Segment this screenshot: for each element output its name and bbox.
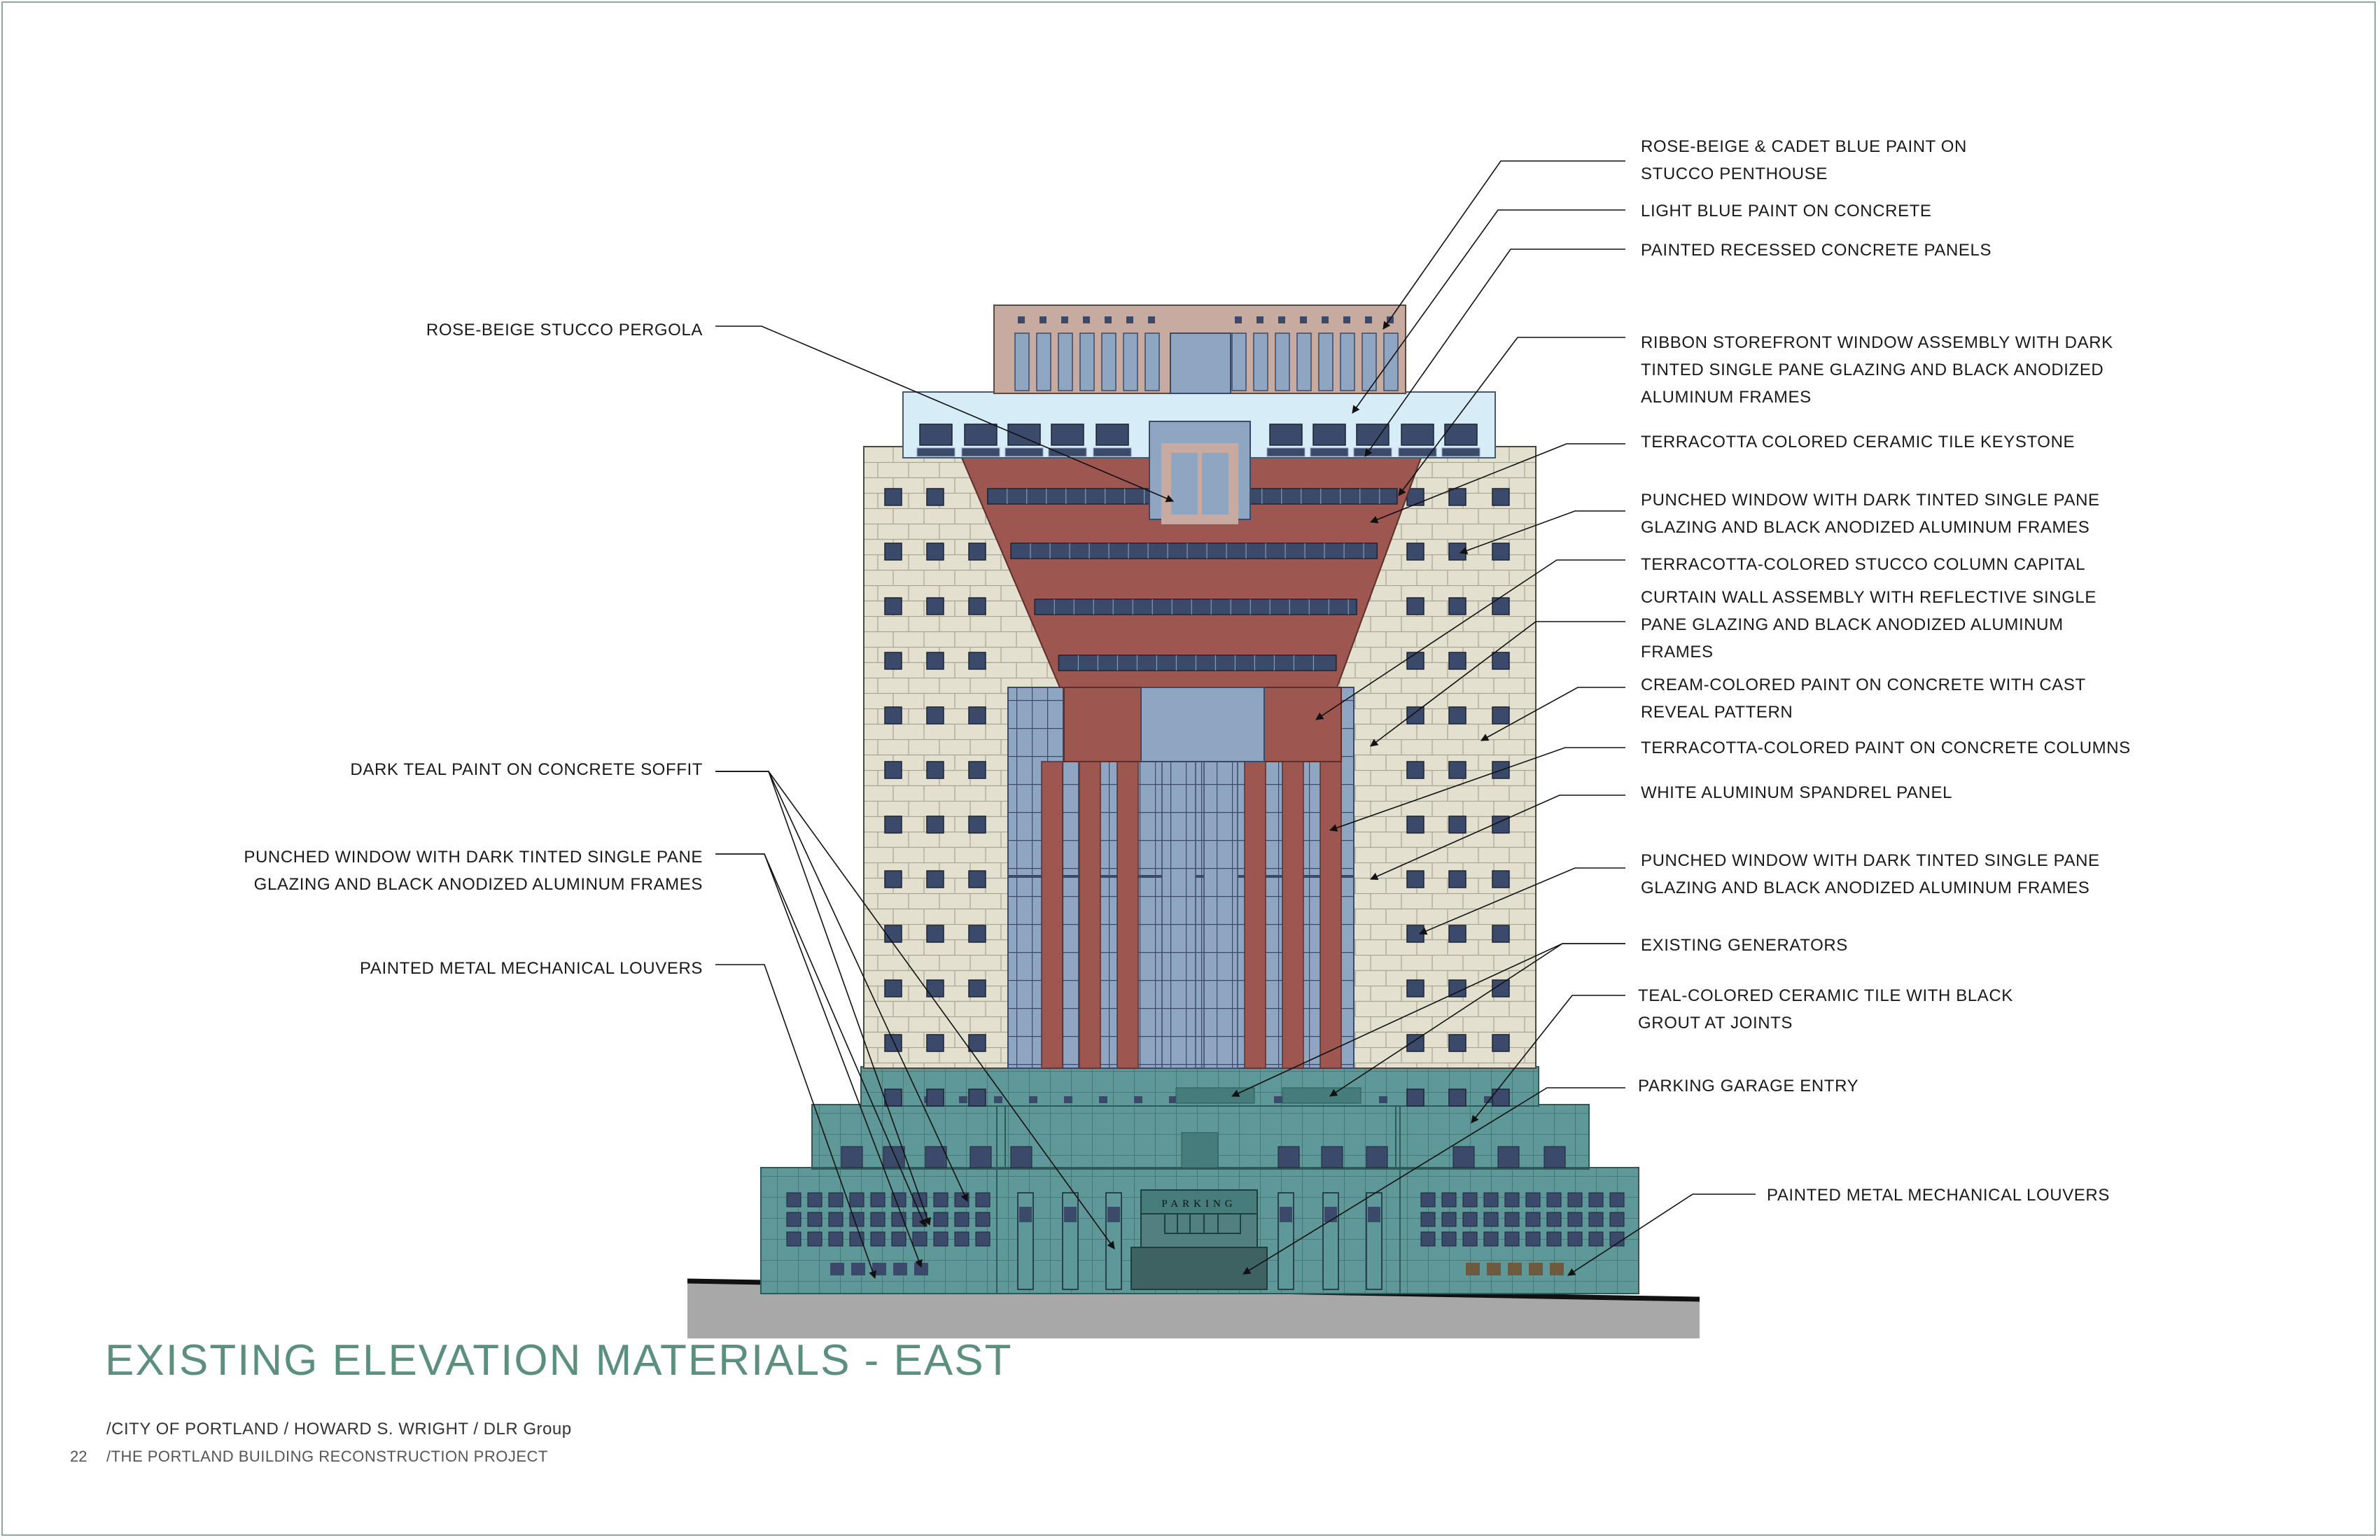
penthouse-vent: [1256, 316, 1264, 323]
punched-window: [885, 489, 902, 505]
punched-window: [885, 1089, 902, 1106]
terracotta-column: [1042, 762, 1063, 1068]
punched-window: [1407, 707, 1424, 724]
punched-window: [885, 707, 902, 724]
punched-window: [969, 816, 986, 833]
podium-low-window: [851, 1263, 865, 1275]
louver: [1487, 1263, 1501, 1275]
podium-grid-window: [1442, 1212, 1456, 1226]
podium-grid-window: [976, 1212, 990, 1226]
penthouse-window: [1124, 333, 1138, 391]
penthouse-window: [1015, 333, 1029, 391]
callout-recessed-panels: PAINTED RECESSED CONCRETE PANELS: [1641, 241, 1992, 260]
penthouse-window: [1275, 333, 1289, 391]
podium-grid-window: [787, 1193, 801, 1207]
punched-window: [1492, 707, 1509, 724]
storefront-window: [1270, 424, 1302, 445]
punched-window: [927, 871, 944, 888]
podium-vent: [1099, 1096, 1107, 1103]
podium-vent: [994, 1096, 1002, 1103]
punched-window: [1407, 652, 1424, 669]
podium-grid-window: [1568, 1193, 1582, 1207]
penthouse-vent: [1040, 316, 1046, 323]
penthouse-vent: [1235, 316, 1242, 323]
podium-grid-window: [1421, 1232, 1435, 1246]
parking-sign: PARKING: [1161, 1198, 1237, 1210]
callout-light-blue-paint: LIGHT BLUE PAINT ON CONCRETE: [1641, 202, 1932, 220]
terracotta-columns: [1042, 762, 1341, 1068]
podium-grid-window: [1484, 1232, 1498, 1246]
callout-curtain-wall: CURTAIN WALL ASSEMBLY WITH REFLECTIVE SINGLE PANE GLAZING AND BLACK ANODIZED ALUMINUM FRAMES: [1641, 588, 2096, 662]
podium-grid-window: [829, 1193, 843, 1207]
podium-slot-glass: [1019, 1207, 1032, 1222]
punched-window: [885, 652, 902, 669]
callout-penthouse: ROSE-BEIGE & CADET BLUE PAINT ON STUCCO PENTHOUSE: [1641, 137, 1967, 183]
podium-vent: [959, 1096, 967, 1103]
punched-window: [969, 652, 986, 669]
punched-window: [885, 598, 902, 615]
callout-cream-paint: CREAM-COLORED PAINT ON CONCRETE WITH CAST REVEAL PATTERN: [1641, 676, 2086, 722]
louver: [1529, 1263, 1543, 1275]
punched-window: [1407, 762, 1424, 778]
louver: [1508, 1263, 1522, 1275]
storefront-transom: [1310, 448, 1348, 456]
storefront-transom: [962, 448, 1000, 456]
punched-window: [1492, 652, 1509, 669]
penthouse-window: [1297, 333, 1311, 391]
terracotta-column: [1117, 762, 1138, 1068]
terracotta-column: [1282, 762, 1303, 1068]
podium-grid-window: [934, 1212, 948, 1226]
penthouse-vent: [1343, 316, 1350, 323]
punched-window: [969, 925, 986, 942]
punched-window: [969, 1035, 986, 1051]
podium-grid-window: [871, 1212, 885, 1226]
podium-grid-window: [829, 1212, 843, 1226]
podium-low-window: [914, 1263, 928, 1275]
punched-window: [927, 762, 944, 778]
punched-window: [1407, 816, 1424, 833]
punched-window: [1492, 925, 1509, 942]
podium-grid-window: [1463, 1193, 1477, 1207]
punched-window: [1407, 1089, 1424, 1106]
podium-low-window: [872, 1263, 886, 1275]
punched-window: [969, 762, 986, 778]
punched-window: [969, 1089, 986, 1106]
podium-window: [1544, 1147, 1565, 1168]
penthouse-window: [1145, 333, 1159, 391]
podium-grid-window: [913, 1193, 927, 1207]
column-capitals: [1064, 687, 1341, 762]
project-name: /THE PORTLAND BUILDING RECONSTRUCTION PROJECT: [106, 1448, 548, 1465]
podium-vent: [1029, 1096, 1037, 1103]
punched-window: [927, 489, 944, 505]
punched-window: [1492, 1089, 1509, 1106]
penthouse-window: [1319, 333, 1333, 391]
penthouse-vent: [1105, 316, 1112, 323]
podium-window: [1322, 1147, 1343, 1168]
podium-grid-window: [913, 1232, 927, 1246]
podium-grid-window: [1526, 1212, 1540, 1226]
podium-grid-window: [787, 1232, 801, 1246]
callout-pergola: ROSE-BEIGE STUCCO PERGOLA: [426, 321, 703, 340]
penthouse-window: [1340, 333, 1354, 391]
callout-punched-window-upper: PUNCHED WINDOW WITH DARK TINTED SINGLE PANE GLAZING AND BLACK ANODIZED ALUMINUM FRAMES: [1641, 491, 2100, 537]
podium-grid-window: [787, 1212, 801, 1226]
storefront-window: [920, 424, 952, 445]
punched-window: [1492, 598, 1509, 615]
punched-window: [1407, 925, 1424, 942]
podium-grid-window: [934, 1193, 948, 1207]
podium-grid-window: [934, 1232, 948, 1246]
podium-grid-window: [1421, 1212, 1435, 1226]
podium-grid-window: [808, 1232, 822, 1246]
podium-grid-window: [850, 1193, 864, 1207]
curtain-wall-bay: [1162, 762, 1196, 1068]
penthouse-vent: [1278, 316, 1285, 323]
podium-grid-window: [1526, 1193, 1540, 1207]
punched-window: [885, 543, 902, 560]
terracotta-column: [1320, 762, 1341, 1068]
punched-window: [969, 707, 986, 724]
penthouse-vent: [1148, 316, 1155, 323]
punched-window: [1407, 980, 1424, 997]
punched-window: [1407, 871, 1424, 888]
storefront-window: [1401, 424, 1434, 445]
podium-vent: [1379, 1096, 1387, 1103]
punched-window: [927, 707, 944, 724]
podium-grid-window: [1421, 1193, 1435, 1207]
punched-window: [927, 543, 944, 560]
ribbon-window-band: [1058, 655, 1336, 671]
podium-grid-window: [808, 1212, 822, 1226]
punched-window: [927, 1089, 944, 1106]
podium-grid-window: [1526, 1232, 1540, 1246]
callout-teal-tile: TEAL-COLORED CERAMIC TILE WITH BLACK GROUT AT JOINTS: [1638, 986, 2013, 1032]
podium-grid-window: [1547, 1232, 1561, 1246]
callout-soffit: DARK TEAL PAINT ON CONCRETE SOFFIT: [350, 760, 703, 779]
punched-window: [927, 1035, 944, 1051]
podium-grid-window: [1505, 1232, 1519, 1246]
penthouse-vent: [1300, 316, 1307, 323]
penthouse-vent: [1061, 316, 1068, 323]
podium-grid-window: [1589, 1212, 1603, 1226]
punched-window: [885, 980, 902, 997]
punched-window: [927, 816, 944, 833]
punched-window: [1407, 1035, 1424, 1051]
podium-grid-window: [1484, 1193, 1498, 1207]
podium-grid-window: [1463, 1212, 1477, 1226]
punched-window: [1449, 489, 1466, 505]
podium-window: [883, 1147, 904, 1168]
podium-grid-window: [1463, 1232, 1477, 1246]
storefront-transom: [917, 448, 955, 456]
podium-grid-window: [976, 1193, 990, 1207]
callout-spandrel-panel: WHITE ALUMINUM SPANDREL PANEL: [1641, 783, 1953, 802]
podium-grid-window: [1547, 1212, 1561, 1226]
storefront-window: [1096, 424, 1128, 445]
penthouse-window: [1102, 333, 1116, 391]
punched-window: [1449, 925, 1466, 942]
penthouse-window: [1254, 333, 1268, 391]
punched-window: [885, 816, 902, 833]
punched-window: [1492, 489, 1509, 505]
penthouse-vent: [1126, 316, 1133, 323]
callout-generators: EXISTING GENERATORS: [1641, 936, 1848, 955]
punched-window: [969, 871, 986, 888]
punched-window: [1407, 598, 1424, 615]
podium-grid-window: [808, 1193, 822, 1207]
podium-slot-glass: [1064, 1207, 1077, 1222]
podium-window: [1453, 1147, 1474, 1168]
punched-window: [969, 980, 986, 997]
punched-window: [1492, 871, 1509, 888]
podium-grid-window: [1568, 1232, 1582, 1246]
storefront-transom: [1005, 448, 1043, 456]
callout-punched-window-lower: PUNCHED WINDOW WITH DARK TINTED SINGLE PANE GLAZING AND BLACK ANODIZED ALUMINUM FRAMES: [1641, 851, 2100, 897]
penthouse-window: [1232, 333, 1246, 391]
podium-slot-glass: [1280, 1207, 1292, 1222]
penthouse-window: [1037, 333, 1051, 391]
punched-window: [1492, 1035, 1509, 1051]
punched-window: [927, 925, 944, 942]
callout-louvers-left: PAINTED METAL MECHANICAL LOUVERS: [360, 959, 703, 978]
punched-window: [1492, 543, 1509, 560]
penthouse-vent: [1365, 316, 1372, 323]
storefront-transom: [1354, 448, 1392, 456]
callout-ribbon-storefront: RIBBON STOREFRONT WINDOW ASSEMBLY WITH DARK TINTED SINGLE PANE GLAZING AND BLACK ANODIZED ALUMINUM FRAMES: [1641, 333, 2113, 407]
podium-grid-window: [1442, 1193, 1456, 1207]
penthouse-window: [1058, 333, 1072, 391]
page-number: 22: [70, 1448, 88, 1465]
podium-grid-window: [1505, 1193, 1519, 1207]
podium-grid-window: [850, 1212, 864, 1226]
punched-window: [1407, 543, 1424, 560]
podium-grid-window: [976, 1232, 990, 1246]
podium-grid-window: [955, 1212, 969, 1226]
leader-penthouse: [1383, 161, 1625, 329]
podium-slot-glass: [1107, 1207, 1120, 1222]
podium-grid-window: [871, 1232, 885, 1246]
podium-slot-glass: [1368, 1207, 1380, 1222]
punched-window: [927, 980, 944, 997]
podium-vent: [1064, 1096, 1072, 1103]
podium-grid-window: [1484, 1212, 1498, 1226]
podium-window: [841, 1147, 862, 1168]
punched-window: [1449, 598, 1466, 615]
callout-terracotta-columns: TERRACOTTA-COLORED PAINT ON CONCRETE COLUMNS: [1641, 738, 2131, 757]
podium-window: [1011, 1147, 1032, 1168]
podium-vent: [1134, 1096, 1142, 1103]
podium-low-window: [830, 1263, 844, 1275]
podium-grid-window: [955, 1232, 969, 1246]
podium-window: [970, 1147, 991, 1168]
punched-window: [927, 652, 944, 669]
storefront-transom: [1093, 448, 1131, 456]
credits: /CITY OF PORTLAND / HOWARD S. WRIGHT / DLR Group: [106, 1420, 572, 1438]
storefront-transom: [1049, 448, 1086, 456]
punched-window: [1449, 816, 1466, 833]
penthouse-vent: [1018, 316, 1025, 323]
terracotta-column: [1079, 762, 1100, 1068]
page-title: EXISTING ELEVATION MATERIALS - EAST: [105, 1336, 1013, 1385]
podium-grid-window: [1589, 1193, 1603, 1207]
podium-window: [1278, 1147, 1299, 1168]
penthouse-vent: [1322, 316, 1329, 323]
punched-window: [1449, 1035, 1466, 1051]
punched-window: [1449, 871, 1466, 888]
podium-vent: [1274, 1096, 1282, 1103]
punched-window: [885, 1035, 902, 1051]
punched-window: [1449, 1089, 1466, 1106]
louver: [1550, 1263, 1564, 1275]
punched-window: [885, 762, 902, 778]
podium-grid-window: [1547, 1193, 1561, 1207]
punched-window: [1449, 652, 1466, 669]
louver: [1466, 1263, 1480, 1275]
penthouse-vent: [1083, 316, 1090, 323]
callout-louvers-right: PAINTED METAL MECHANICAL LOUVERS: [1767, 1186, 2110, 1205]
curtain-wall-bay: [1204, 762, 1238, 1068]
storefront-window: [1313, 424, 1345, 445]
storefront-window: [1357, 424, 1389, 445]
storefront-transom: [1267, 448, 1305, 456]
callout-punched-window-left: PUNCHED WINDOW WITH DARK TINTED SINGLE PANE GLAZING AND BLACK ANODIZED ALUMINUM FRAMES: [244, 848, 703, 894]
podium-grid-window: [1610, 1193, 1624, 1207]
callout-parking-entry: PARKING GARAGE ENTRY: [1638, 1077, 1859, 1096]
podium-grid-window: [1505, 1212, 1519, 1226]
podium-grid-window: [829, 1232, 843, 1246]
parking-entry: [1131, 1190, 1267, 1289]
punched-window: [969, 543, 986, 560]
punched-window: [927, 598, 944, 615]
punched-window: [885, 871, 902, 888]
penthouse-window: [1080, 333, 1094, 391]
storefront-transom: [1442, 448, 1480, 456]
storefront-window: [965, 424, 997, 445]
penthouse-window: [1384, 333, 1398, 391]
ribbon-window-band: [1035, 599, 1357, 615]
podium-grid-window: [1442, 1232, 1456, 1246]
pergola: [1149, 421, 1250, 519]
punched-window: [885, 925, 902, 942]
ribbon-window-band: [1011, 543, 1377, 559]
podium-low-window: [893, 1263, 907, 1275]
podium-window: [1498, 1147, 1519, 1168]
storefront-window: [1051, 424, 1084, 445]
podium-grid-window: [1568, 1212, 1582, 1226]
terracotta-column: [1245, 762, 1266, 1068]
callout-column-capital: TERRACOTTA-COLORED STUCCO COLUMN CAPITAL: [1641, 555, 2086, 574]
punched-window: [969, 598, 986, 615]
punched-window: [1449, 762, 1466, 778]
callout-keystone: TERRACOTTA COLORED CERAMIC TILE KEYSTONE: [1641, 433, 2076, 451]
podium-grid-window: [1610, 1212, 1624, 1226]
podium-window: [1366, 1147, 1387, 1168]
punched-window: [1449, 707, 1466, 724]
podium-grid-window: [1589, 1232, 1603, 1246]
podium-grid-window: [871, 1193, 885, 1207]
podium-grid-window: [892, 1232, 906, 1246]
